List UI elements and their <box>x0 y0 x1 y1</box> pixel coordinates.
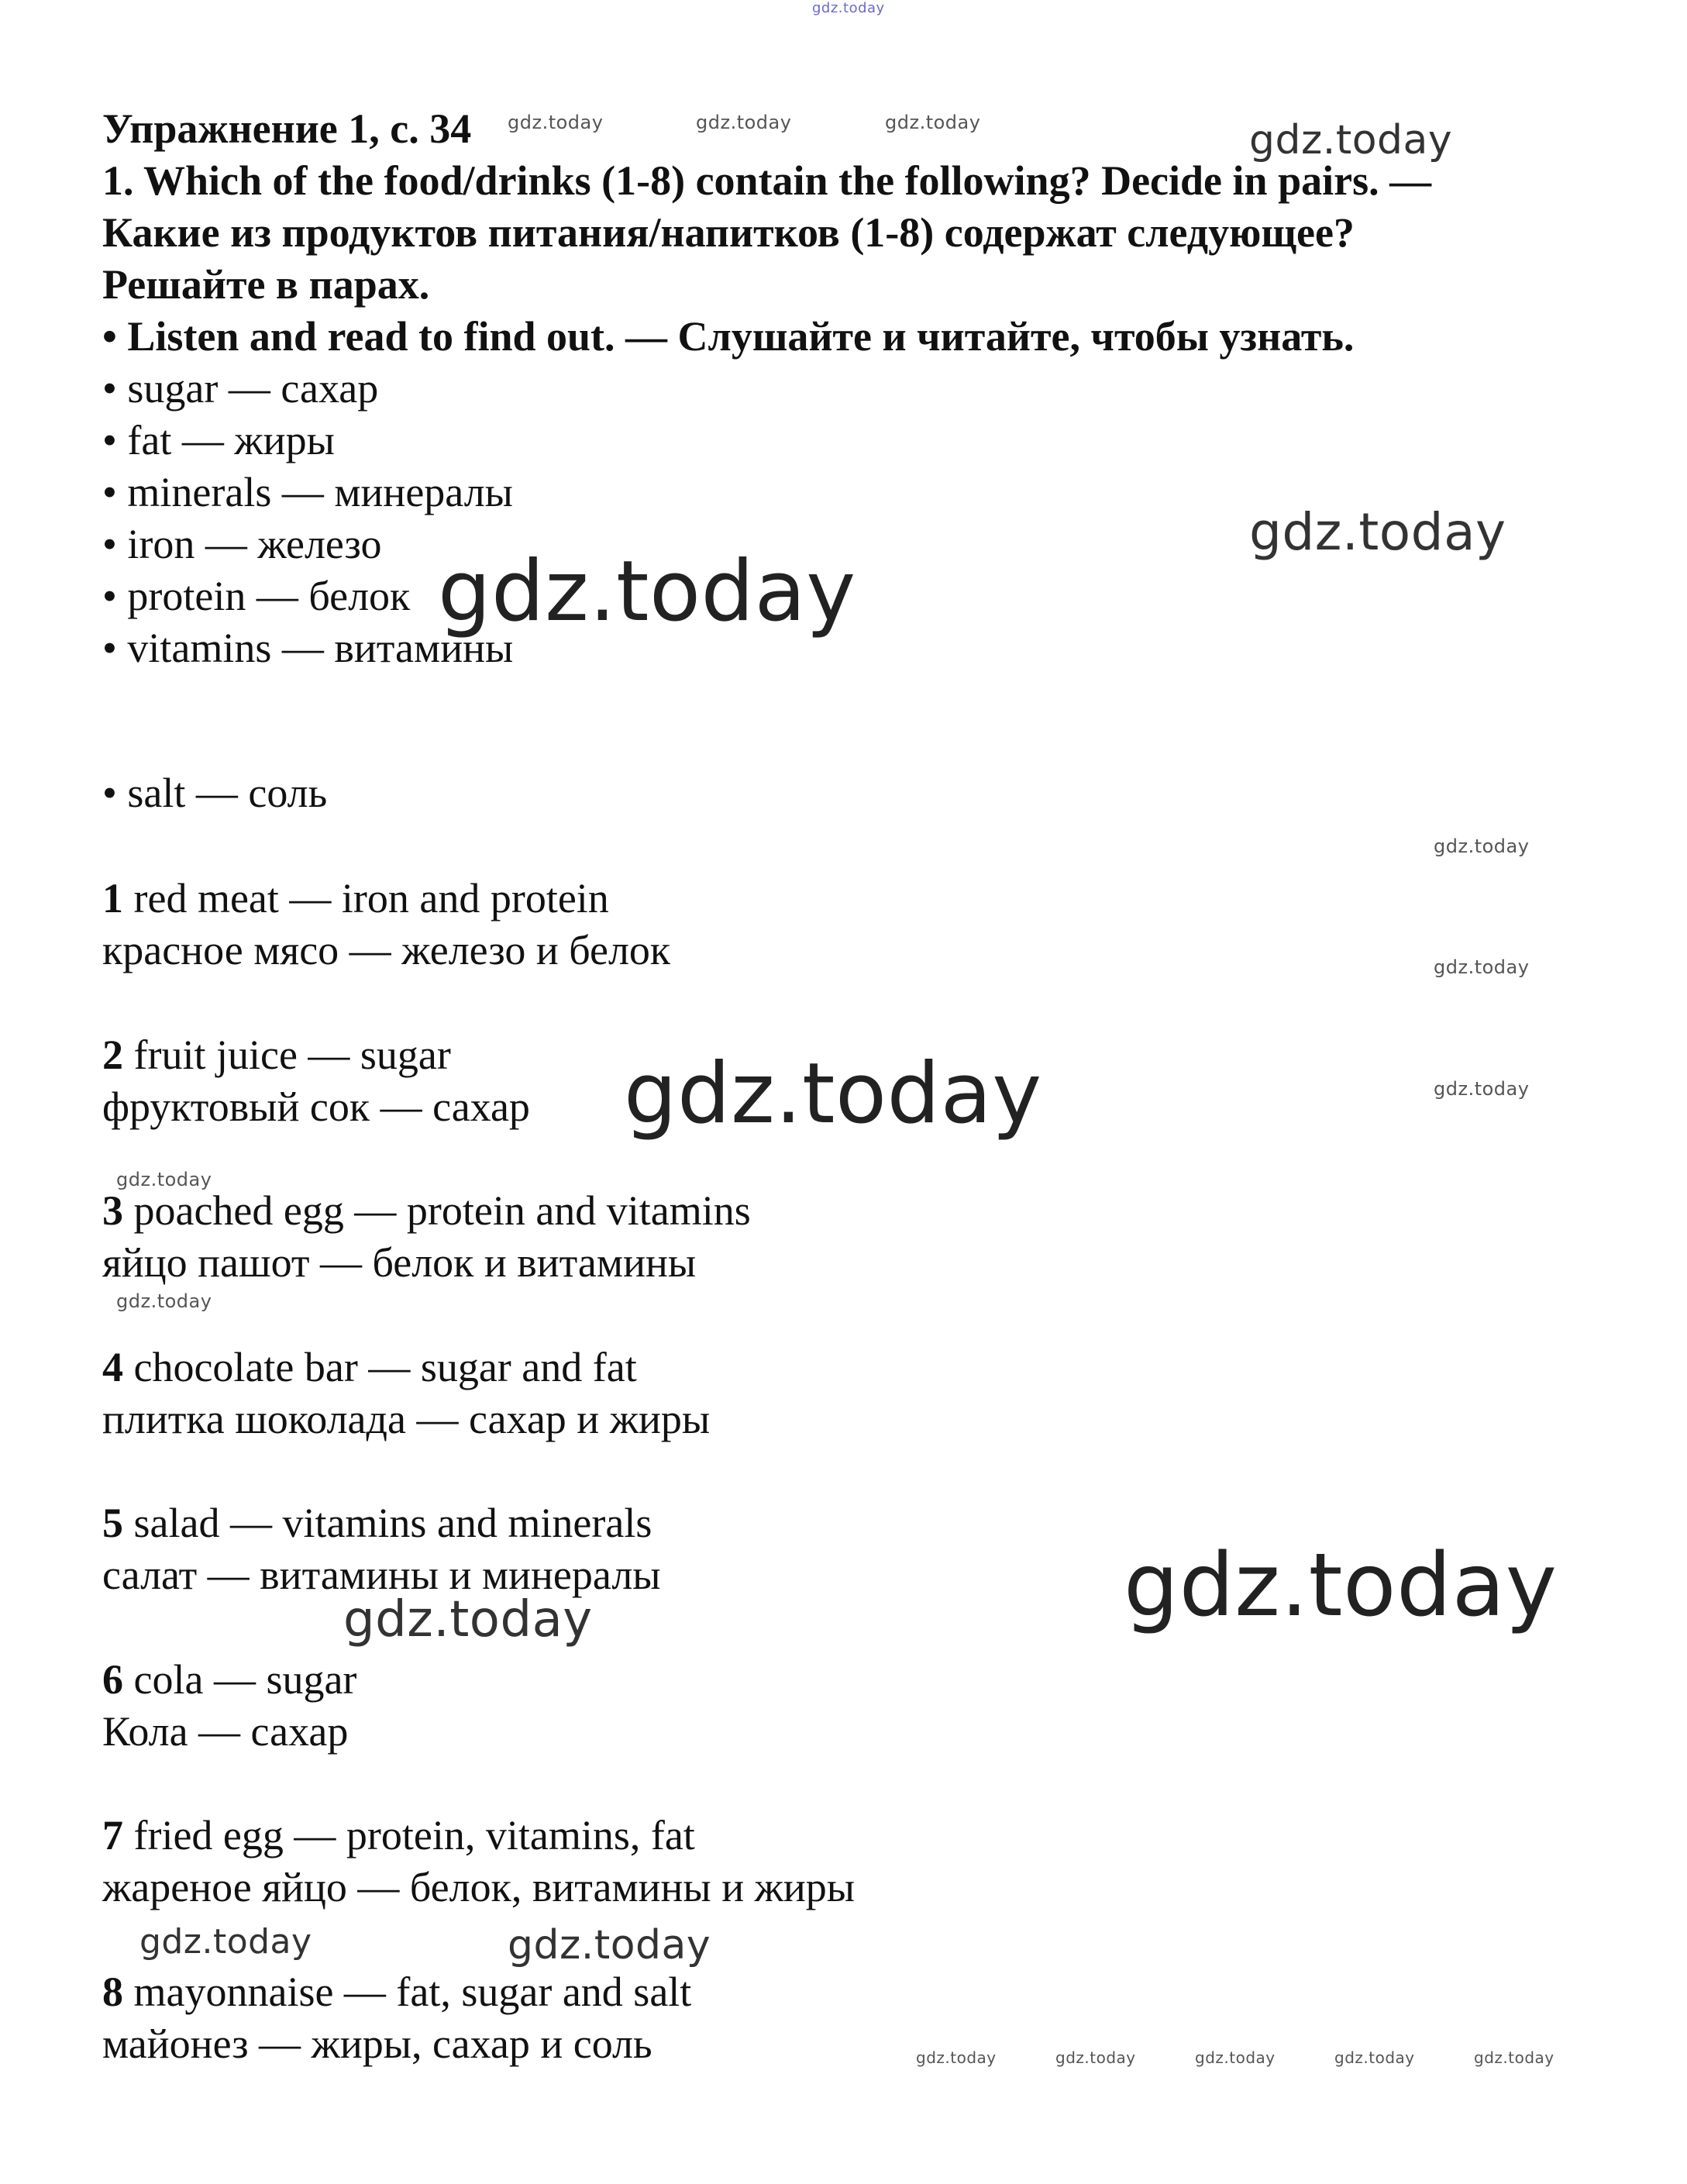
watermark: gdz.today <box>438 543 856 640</box>
task-instruction-ru-cont: Решайте в парах. <box>102 261 430 308</box>
answer-russian: майонез — жиры, сахар и соль <box>102 2020 652 2067</box>
answer-number: 3 <box>102 1187 123 1234</box>
answer-text-en: fruit juice — sugar <box>123 1032 451 1078</box>
answer-english <box>102 1966 691 2017</box>
answer-russian: фруктовый сок — сахар <box>102 1083 530 1130</box>
answer-russian: жареное яйцо — белок, витамины и жиры <box>102 1864 856 1910</box>
nutrient-item: • vitamins — витамины <box>102 625 514 671</box>
answer-english <box>102 1497 652 1548</box>
watermark: gdz.today <box>1055 2048 1136 2067</box>
watermark: gdz.today <box>116 1290 212 1312</box>
nutrient-item: • salt — соль <box>102 770 328 816</box>
watermark: gdz.today <box>1434 1078 1530 1100</box>
answer-number: 4 <box>102 1344 123 1390</box>
answer-number: 2 <box>102 1032 123 1078</box>
nutrient-item: • minerals — минералы <box>102 469 513 515</box>
task-listen-instruction: • Listen and read to find out. — Слушайте и читайте, чтобы узнать. <box>102 313 1355 360</box>
answer-text-en: red meat — iron and protein <box>123 875 609 921</box>
answer-english <box>102 1810 695 1861</box>
watermark: gdz.today <box>343 1591 593 1648</box>
task-instruction-en: 1. Which of the food/drinks (1-8) contain the following? Decide in pairs. — <box>102 157 1432 204</box>
watermark: gdz.today <box>1124 1535 1558 1636</box>
task-instruction-ru: Какие из продуктов питания/напитков (1-8) содержат следующее? <box>102 209 1355 256</box>
answer-english <box>102 1342 637 1393</box>
answer-english <box>102 1029 451 1080</box>
watermark: gdz.today <box>1195 2048 1276 2067</box>
answer-number: 6 <box>102 1656 123 1703</box>
answer-number: 7 <box>102 1812 123 1858</box>
answer-text-en: mayonnaise — fat, sugar and salt <box>123 1969 692 2015</box>
watermark: gdz.today <box>812 0 885 16</box>
answer-russian: салат — витамины и минералы <box>102 1552 661 1598</box>
watermark: gdz.today <box>508 1922 711 1969</box>
answer-text-en: fried egg — protein, vitamins, fat <box>123 1812 695 1858</box>
watermark: gdz.today <box>508 112 604 133</box>
watermark: gdz.today <box>916 2048 997 2067</box>
watermark: gdz.today <box>696 112 792 133</box>
answer-text-en: poached egg — protein and vitamins <box>123 1187 751 1234</box>
answer-number: 8 <box>102 1969 123 2015</box>
watermark: gdz.today <box>885 112 981 133</box>
watermark: gdz.today <box>1474 2048 1554 2067</box>
exercise-title: Упражнение 1, с. 34 <box>102 105 472 152</box>
answer-text-en: chocolate bar — sugar and fat <box>123 1344 637 1390</box>
answer-russian: красное мясо — железо и белок <box>102 927 671 973</box>
nutrient-item: • sugar — сахар <box>102 365 379 412</box>
nutrient-item: • iron — железо <box>102 521 382 567</box>
nutrient-item: • protein — белок <box>102 573 411 619</box>
watermark: gdz.today <box>1334 2048 1415 2067</box>
nutrient-item: • fat — жиры <box>102 417 335 463</box>
answer-text-en: salad — vitamins and minerals <box>123 1500 652 1546</box>
answer-english <box>102 873 609 924</box>
watermark: gdz.today <box>116 1169 212 1190</box>
answer-russian: Кола — сахар <box>102 1708 349 1755</box>
answer-number: 1 <box>102 875 123 921</box>
watermark: gdz.today <box>1249 117 1453 164</box>
answer-english <box>102 1185 751 1236</box>
answer-number: 5 <box>102 1500 123 1546</box>
answer-russian: яйцо пашот — белок и витамины <box>102 1239 697 1286</box>
answer-english <box>102 1654 356 1705</box>
watermark: gdz.today <box>1249 502 1506 562</box>
answer-russian: плитка шоколада — сахар и жиры <box>102 1396 711 1442</box>
answer-text-en: cola — sugar <box>123 1656 357 1703</box>
watermark: gdz.today <box>139 1922 312 1962</box>
watermark: gdz.today <box>1434 835 1530 857</box>
watermark: gdz.today <box>1434 956 1530 978</box>
watermark: gdz.today <box>624 1045 1042 1142</box>
